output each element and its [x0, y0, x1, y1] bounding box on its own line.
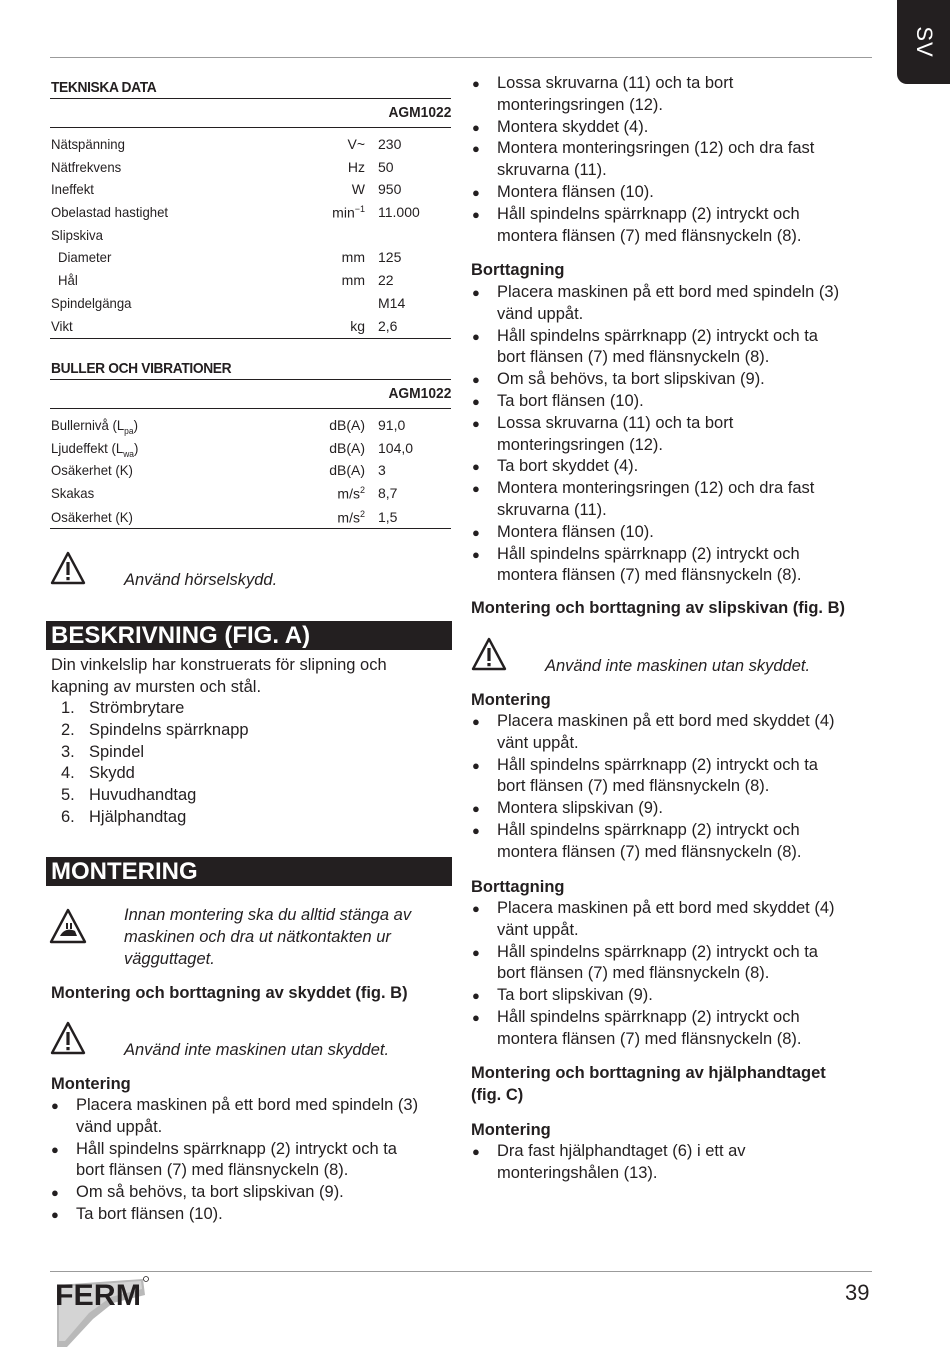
tech-row: Spindelgänga M14: [51, 295, 406, 311]
noise-model: AGM1022: [388, 385, 451, 402]
handle-heading-line-1: Montering och borttagning av hjälphandtaget: [471, 1064, 826, 1082]
list-item: ● Montera monteringsringen (12) och dra fast skruvarna (11).: [471, 138, 814, 182]
disc-mount-heading: Montering: [471, 691, 551, 709]
tech-row: Nätfrekvens Hz 50: [51, 159, 394, 175]
list-item: ● Ta bort flänsen (10).: [471, 391, 839, 413]
list-item: 2. Spindelns spärrknapp: [61, 720, 249, 739]
list-item: ● Om så behövs, ta bort slipskivan (9).: [471, 369, 839, 391]
list-item: ● Montera slipskivan (9).: [471, 798, 835, 820]
tech-rule-bottom: [50, 338, 451, 339]
list-item: ● Lossa skruvarna (11) och ta bort monteringsringen (12).: [471, 73, 814, 117]
list-item: ● Montera skyddet (4).: [471, 117, 814, 139]
unplug-warning-line-1: Innan montering ska du alltid stänga av: [124, 906, 412, 924]
noise-rule-top: [50, 379, 451, 380]
noise-row: Bullernivå $(L_{pa})$ dB(A) 91,0: [51, 417, 406, 436]
removal-list: [471, 282, 839, 587]
removal-heading: Borttagning: [471, 261, 565, 279]
page-number: 39: [845, 1280, 870, 1305]
list-item: ● Placera maskinen på ett bord med skyddet (4) vänt uppåt.: [471, 711, 835, 755]
tech-data-title: TEKNISKA DATA: [51, 79, 157, 96]
unplug-warning-line-3: vägguttaget.: [124, 950, 215, 968]
list-item: 6. Hjälphandtag: [61, 807, 187, 826]
list-item: ● Ta bort skyddet (4).: [471, 456, 839, 478]
unplug-warning-icon: [49, 908, 87, 944]
list-item: ● Lossa skruvarna (11) och ta bort monteringsringen (12).: [471, 413, 839, 457]
guard-heading: Montering och borttagning av skyddet (fig. B): [51, 984, 408, 1002]
tech-row: Ineffekt W 950: [51, 181, 402, 197]
tech-row: Vikt kg 2,6: [51, 318, 398, 334]
warning-triangle-icon: [50, 1021, 86, 1055]
noise-rule-bottom: [50, 528, 451, 529]
list-item: ● Håll spindelns spärrknapp (2) intryckt och montera flänsen (7) med flänsnyckeln (8).: [471, 204, 814, 248]
list-item: 3. Spindel: [61, 742, 145, 761]
description-intro-2: kapning av mursten och stål.: [51, 678, 262, 696]
disc-removal-heading: Borttagning: [471, 878, 565, 896]
list-item: ● Montera monteringsringen (12) och dra fast skruvarna (11).: [471, 478, 839, 522]
parts-list: [61, 698, 249, 829]
list-item: ● Montera flänsen (10).: [471, 182, 814, 204]
ferm-logo: [53, 1275, 151, 1347]
list-item: 1. Strömbrytare: [61, 699, 185, 717]
list-item: ● Placera maskinen på ett bord med skyddet (4) vänt uppåt.: [471, 898, 835, 942]
assembly-title: MONTERING: [46, 857, 452, 886]
mount-heading: Montering: [51, 1075, 131, 1093]
mount-list-right: [471, 73, 814, 247]
list-item: ● Håll spindelns spärrknapp (2) intryckt och montera flänsen (7) med flänsnyckeln (8).: [471, 544, 839, 588]
list-item: ● Om så behövs, ta bort slipskivan (9).: [50, 1182, 418, 1204]
tech-rule-top: [50, 98, 451, 99]
disc-mount-list: [471, 711, 835, 864]
list-item: 5. Huvudhandtag: [61, 786, 197, 805]
noise-row: Skakas $m/s^2$ 8,7: [51, 485, 398, 502]
description-title: BESKRIVNING (FIG. A): [46, 621, 452, 650]
handle-heading-line-2: (fig. C): [471, 1086, 524, 1104]
noise-row: Osäkerhet (K) dB(A) 3: [51, 462, 386, 478]
list-item: ● Ta bort flänsen (10).: [50, 1204, 418, 1226]
tech-row: Hål mm 22: [58, 272, 394, 288]
list-item: ● Håll spindelns spärrknapp (2) intryckt och ta bort flänsen (7) med flänsnyckeln (8).: [471, 755, 835, 799]
warning-triangle-icon: [471, 637, 507, 671]
guard-warning: Använd inte maskinen utan skyddet.: [124, 1041, 390, 1059]
list-item: ● Håll spindelns spärrknapp (2) intryckt och montera flänsen (7) med flänsnyckeln (8).: [471, 1007, 835, 1051]
tech-row: Obelastad hastighet $\min^{-1}$ 11.000: [51, 204, 420, 221]
list-item: 4. Skydd: [61, 764, 135, 783]
language-code: SV: [911, 26, 937, 58]
tech-row: Diameter mm 125: [58, 249, 402, 265]
disc-heading: Montering och borttagning av slipskivan (fig. B): [471, 599, 846, 617]
mount-list-left: [50, 1095, 418, 1226]
warning-triangle-icon: [50, 551, 86, 585]
handle-mount-heading: Montering: [471, 1121, 551, 1139]
handle-mount-list: [471, 1141, 746, 1185]
disc-warning: Använd inte maskinen utan skyddet.: [545, 657, 811, 675]
language-tab: [897, 0, 950, 84]
noise-title: BULLER OCH VIBRATIONER: [51, 360, 232, 377]
noise-row: Osäkerhet (K) $m/s^2$ 1,5: [51, 509, 398, 526]
tech-row: Nätspänning V~ 230: [51, 136, 402, 152]
list-item: ● Placera maskinen på ett bord med spindeln (3) vänd uppåt.: [50, 1095, 418, 1139]
list-item: ● Montera flänsen (10).: [471, 522, 839, 544]
disc-removal-list: [471, 898, 835, 1051]
noise-rule-header: [50, 408, 451, 409]
list-item: ● Dra fast hjälphandtaget (6) i ett av monteringshålen (13).: [471, 1141, 746, 1185]
list-item: ● Placera maskinen på ett bord med spindeln (3) vänd uppåt.: [471, 282, 839, 326]
list-item: ● Håll spindelns spärrknapp (2) intryckt och ta bort flänsen (7) med flänsnyckeln (8).: [471, 942, 835, 986]
list-item: ● Håll spindelns spärrknapp (2) intryckt och ta bort flänsen (7) med flänsnyckeln (8).: [471, 326, 839, 370]
header-rule: [50, 57, 872, 58]
description-intro-1: Din vinkelslip har konstruerats för slipning och: [51, 656, 387, 674]
hearing-warning: Använd hörselskydd.: [124, 571, 278, 589]
unplug-warning-line-2: maskinen och dra ut nätkontakten ur: [124, 928, 391, 946]
tech-row: Slipskiva: [51, 227, 103, 243]
footer-rule: [50, 1271, 872, 1272]
list-item: ● Håll spindelns spärrknapp (2) intryckt och ta bort flänsen (7) med flänsnyckeln (8).: [50, 1139, 418, 1183]
list-item: ● Ta bort slipskivan (9).: [471, 985, 835, 1007]
list-item: ● Håll spindelns spärrknapp (2) intryckt och montera flänsen (7) med flänsnyckeln (8).: [471, 820, 835, 864]
logo-wordmark: FERM: [55, 1279, 141, 1312]
tech-rule-header: [50, 127, 451, 128]
noise-row: Ljudeffekt $(L_{wa})$ dB(A) 104,0: [51, 440, 414, 459]
tech-model: AGM1022: [388, 104, 451, 121]
